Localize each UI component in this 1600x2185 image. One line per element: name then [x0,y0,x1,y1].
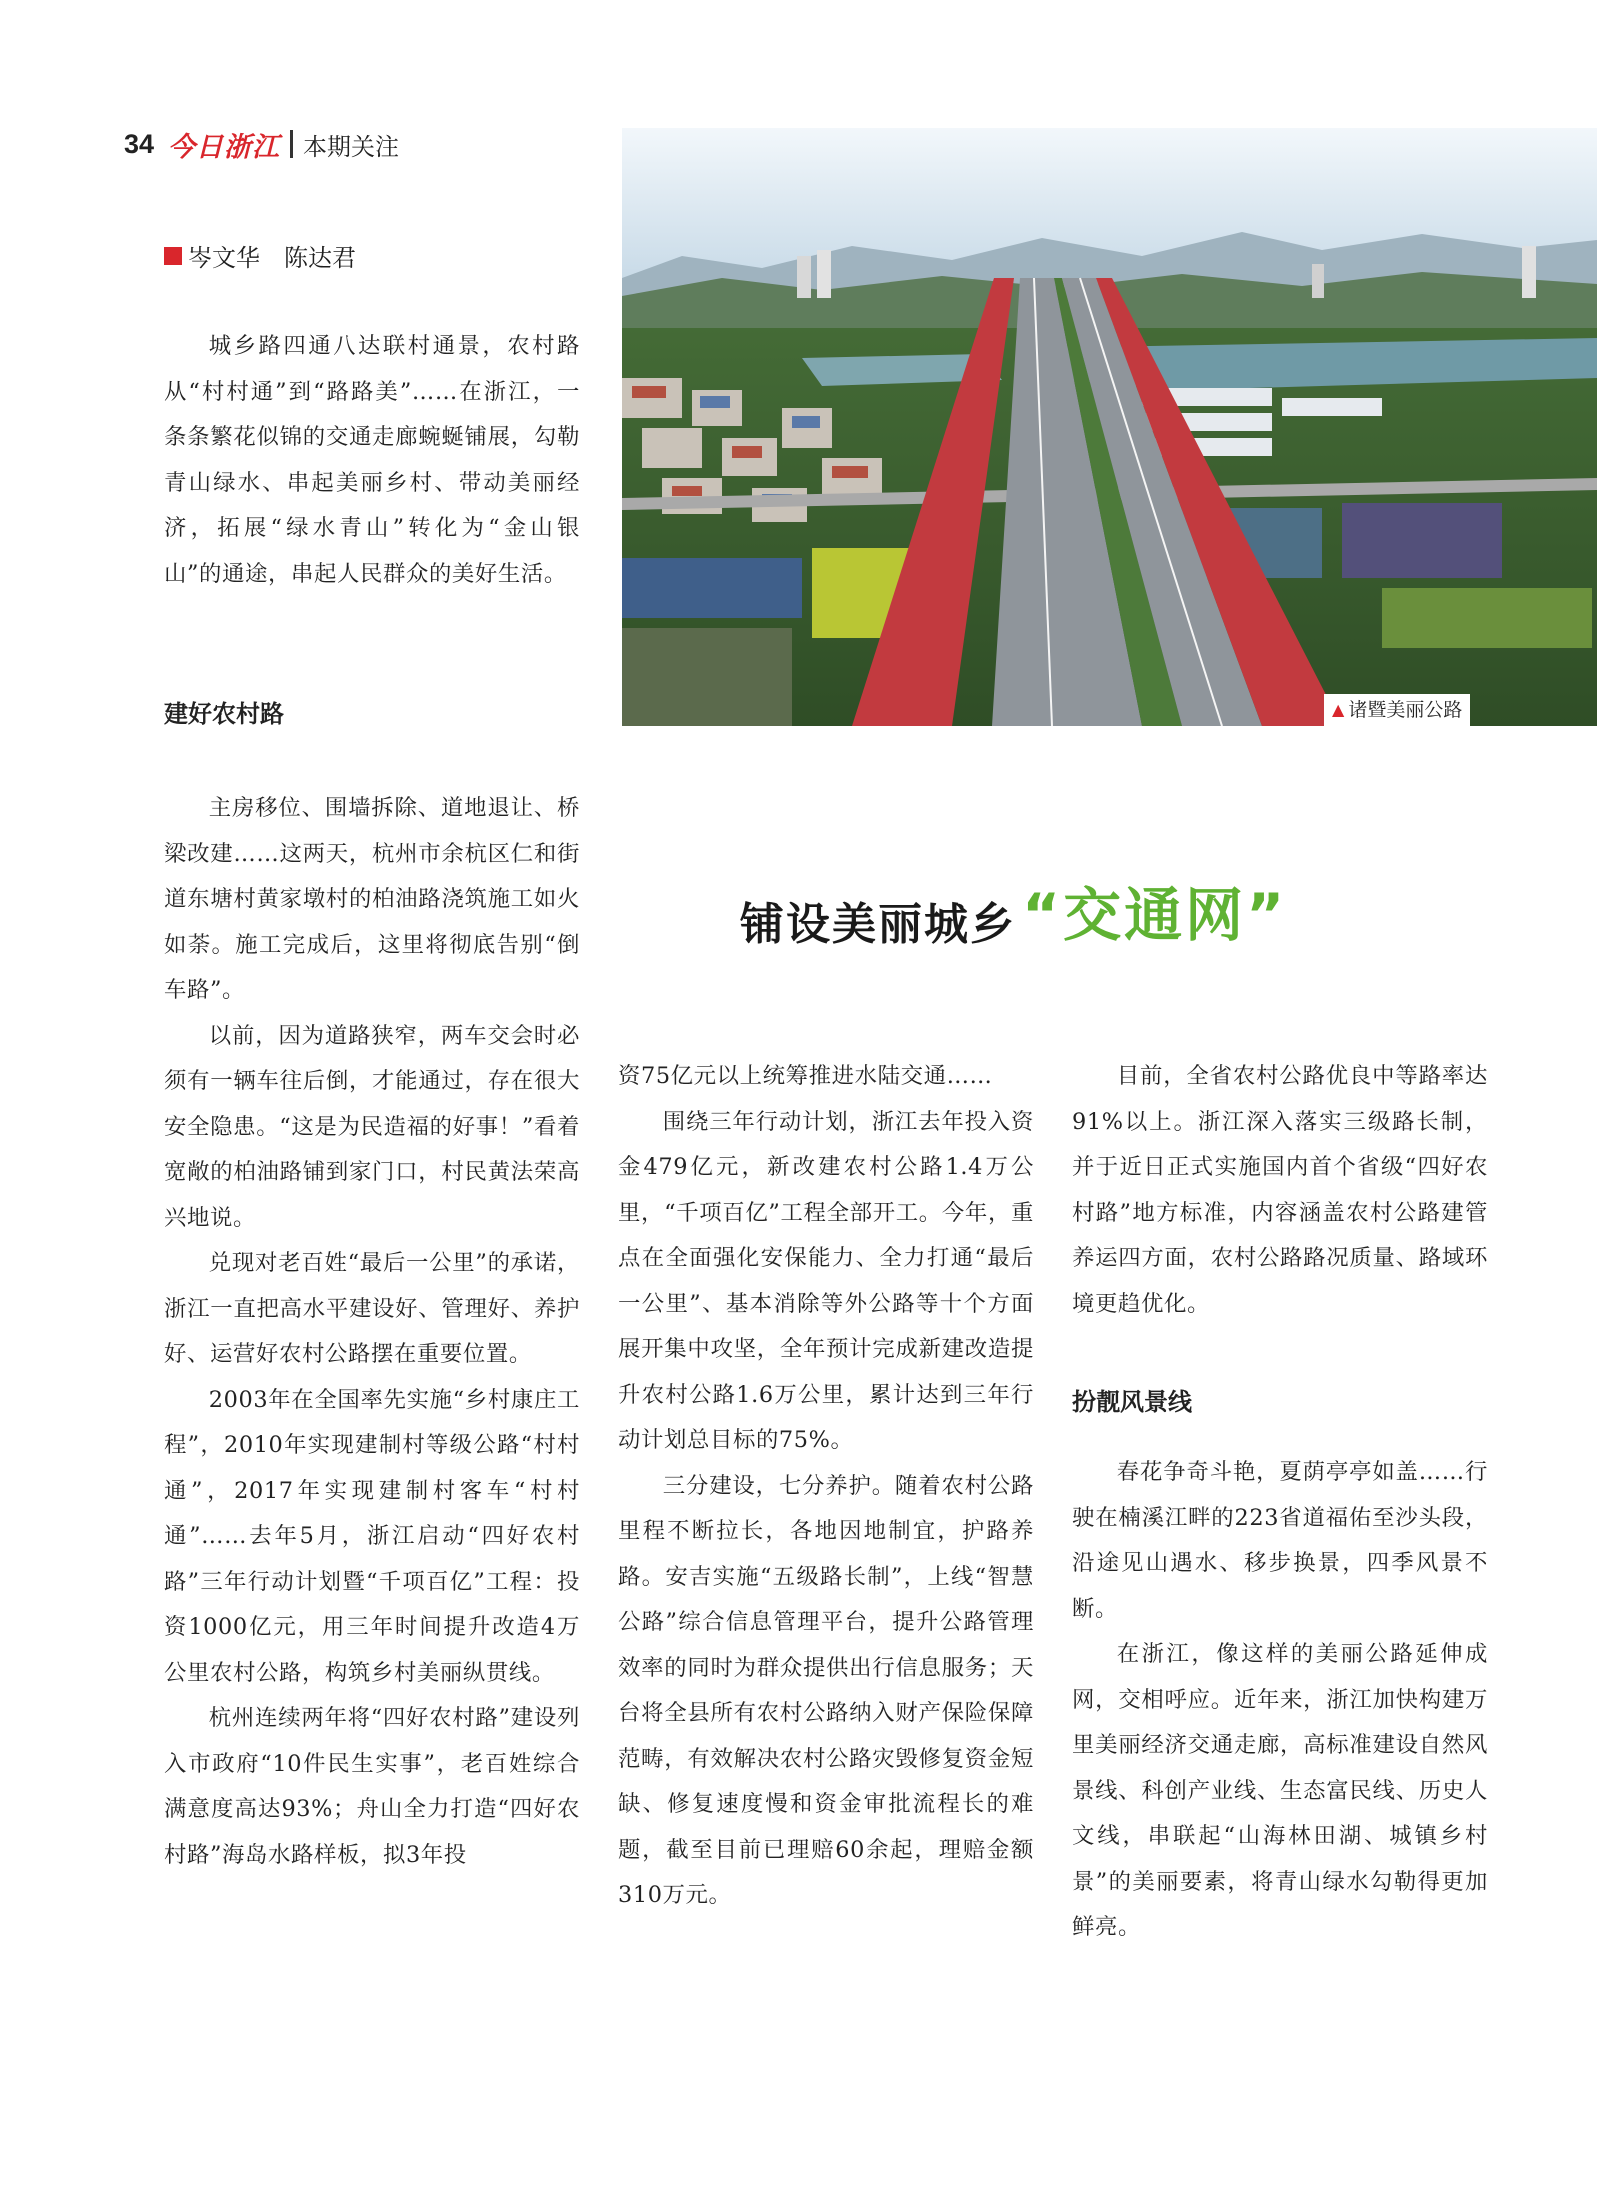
paragraph: 主房移位、围墙拆除、道地退让、桥梁改建……这两天，杭州市余杭区仁和街道东塘村黄家墩村的柏油路浇筑施工如火如荼。施工完成后，这里将彻底告别“倒车路”。 [164,795,580,1003]
header-divider [290,130,293,158]
paragraph: 春花争奇斗艳，夏荫亭亭如盖……行驶在楠溪江畔的223省道福佑至沙头段，沿途见山遇水、移步换景，四季风景不断。 [1072,1459,1488,1622]
section-heading-build [164,694,284,729]
paragraph: 兑现对老百姓“最后一公里”的承诺，浙江一直把高水平建设好、管理好、养护好、运营好农村公路摆在重要位置。 [164,1250,580,1367]
heading-text: 建好农村路 [164,700,284,728]
intro-block [164,324,580,597]
magazine-logo: 今日浙江 [168,131,281,163]
paragraph: 在浙江，像这样的美丽公路延伸成网，交相呼应。近年来，浙江加快构建万里美丽经济交通走廊，高标准建设自然风景线、科创产业线、生态富民线、历史人文线，串联起“山海林田湖、城镇乡村景”的美丽要素，将青山绿水勾勒得更加鲜亮。 [1072,1641,1488,1940]
paragraph: 三分建设，七分养护。随着农村公路里程不断拉长，各地因地制宜，护路养路。安吉实施“五级路长制”，上线“智慧公路”综合信息管理平台，提升公路管理效率的同时为群众提供出行信息服务；天台将全县所有农村公路纳入财产保险保障范畴，有效解决农村公路灾毁修复资金短缺、修复速度慢和资金审批流程长的难题，截至目前已理赔60余起，理赔金额310万元。 [618,1472,1034,1908]
page-number: 34 [124,128,155,159]
triangle-up-icon: ▲ [1332,700,1345,719]
column-3-top [1072,1054,1488,1327]
paragraph: 杭州连续两年将“四好农村路”建设列入市政府“10件民生实事”，老百姓综合满意度高达93%；舟山全力打造“四好农村路”海岛水路样板，拟3年投 [164,1705,580,1868]
page-header [124,124,399,164]
title-main: 铺设美丽城乡 [740,899,1016,950]
section-heading-scenic [1072,1382,1192,1417]
photo-caption [1324,694,1470,726]
column-3-bottom [1072,1450,1488,1951]
title-highlight: “交通网” [1022,881,1288,949]
author-names: 岑文华 陈达君 [188,244,356,272]
paragraph: 资75亿元以上统筹推进水陆交通…… [618,1063,993,1089]
square-mark-icon [164,247,182,265]
highway-photo [622,128,1597,726]
column-2 [618,1054,1034,1919]
intro-paragraph: 城乡路四通八达联村通景，农村路从“村村通”到“路路美”……在浙江，一条条繁花似锦的交通走廊蜿蜒铺展，勾勒青山绿水、串起美丽乡村、带动美丽经济，拓展“绿水青山”转化为“金山银山”的通途，串起人民群众的美好生活。 [164,333,580,587]
paragraph: 2003年在全国率先实施“乡村康庄工程”，2010年实现建制村等级公路“村村通”，2017年实现建制村客车“村村通”……去年5月，浙江启动“四好农村路”三年行动计划暨“千项百亿”工程：投资1000亿元，用三年时间提升改造4万公里农村公路，构筑乡村美丽纵贯线。 [164,1386,580,1686]
paragraph: 目前，全省农村公路优良中等路率达91%以上。浙江深入落实三级路长制，并于近日正式实施国内首个省级“四好农村路”地方标准，内容涵盖农村公路建管养运四方面，农村公路路况质量、路域环境更趋优化。 [1072,1063,1488,1317]
paragraph: 以前，因为道路狭窄，两车交会时必须有一辆车往后倒，才能通过，存在很大安全隐患。“这是为民造福的好事！”看着宽敞的柏油路铺到家门口，村民黄法荣高兴地说。 [164,1022,580,1231]
column-1 [164,786,580,1878]
author-line [164,238,356,273]
article-title [740,862,1287,952]
heading-text: 扮靓风景线 [1072,1388,1192,1416]
paragraph: 围绕三年行动计划，浙江去年投入资金479亿元，新改建农村公路1.4万公里，“千项百亿”工程全部开工。今年，重点在全面强化安保能力、全力打通“最后一公里”、基本消除等外公路等十个方面展开集中攻坚，全年预计完成新建改造提升农村公路1.6万公里，累计达到三年行动计划总目标的75%。 [618,1108,1034,1453]
caption-text: 诸暨美丽公路 [1348,699,1463,721]
section-name: 本期关注 [303,132,400,161]
aerial-road-illustration [622,128,1597,726]
